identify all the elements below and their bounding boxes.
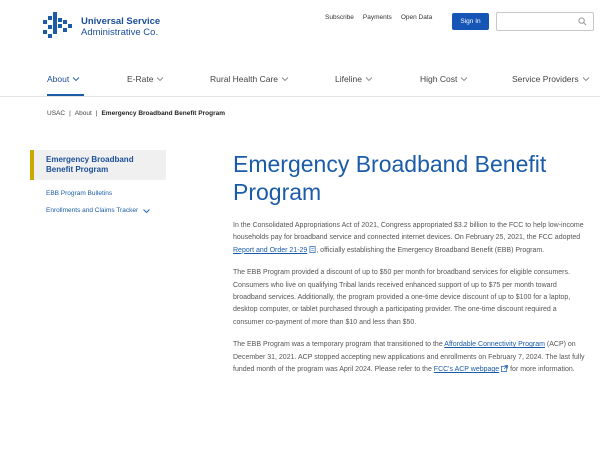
chevron-down-icon bbox=[281, 76, 289, 82]
search-icon[interactable] bbox=[578, 17, 587, 26]
p3-text-b: (ACP) on December 31, 2021. ACP stopped accepting new applications and enrollments on February 7, 2024. The last fully funded month of the program was April 2024. Please refer to the bbox=[233, 341, 585, 374]
breadcrumb bbox=[47, 110, 225, 117]
nav-lifeline-label: Lifeline bbox=[335, 74, 362, 84]
acp-link[interactable]: Affordable Connectivity Program bbox=[444, 341, 545, 349]
logo-mark-icon bbox=[43, 12, 75, 42]
nav-divider bbox=[0, 96, 600, 97]
nav-rhc-label: Rural Health Care bbox=[210, 74, 279, 84]
paragraph-discounts: The EBB Program provided a discount of up to $50 per month for broadband services for eligible consumers. Consumers who live on qualifying Tribal lands received enhanced support of up to $75 per month toward broadband services. Additionally, the program provided a one-time device discount of up to $100 for a laptop, desktop computer, or tablet purchased through a participating provider. The one-time discount required a consumer co-payment of more than $10 and less than $50. bbox=[233, 269, 571, 326]
nav-high-cost[interactable] bbox=[420, 74, 468, 84]
breadcrumb-separator: | bbox=[95, 110, 98, 117]
chevron-down-icon bbox=[72, 76, 80, 82]
open-data-link[interactable]: Open Data bbox=[400, 14, 433, 21]
breadcrumb-usac[interactable]: USAC bbox=[47, 110, 66, 117]
breadcrumb-current: Emergency Broadband Benefit Program bbox=[101, 110, 225, 117]
p1-text-b: , officially establishing the Emergency Broadband Benefit (EBB) Program. bbox=[316, 246, 545, 254]
nav-rural-health-care[interactable] bbox=[210, 74, 289, 84]
nav-lifeline[interactable] bbox=[335, 74, 373, 84]
chevron-down-icon bbox=[460, 76, 468, 82]
sidebar-bulletins-label: EBB Program Bulletins bbox=[46, 190, 113, 197]
sign-in-button[interactable]: Sign In bbox=[452, 13, 489, 30]
nav-about[interactable] bbox=[47, 74, 80, 84]
nav-service-providers[interactable] bbox=[512, 74, 590, 84]
p3-text-c: for more information. bbox=[508, 366, 575, 374]
page-title: Emergency Broadband Benefit Program bbox=[233, 151, 547, 205]
breadcrumb-separator: | bbox=[69, 110, 71, 117]
chevron-down-icon bbox=[156, 76, 164, 82]
p1-text-a: In the Consolidated Appropriations Act of 2021, Congress appropriated $3.2 billion to the FCC to help low-income households pay for broadband service and connected internet devices. On February 25, 2021, the FCC adopted bbox=[233, 222, 584, 242]
nav-erate[interactable] bbox=[127, 74, 164, 84]
logo-line2: Administrative Co. bbox=[81, 27, 159, 38]
search-input[interactable] bbox=[497, 16, 577, 33]
main-nav bbox=[0, 74, 600, 92]
breadcrumb-about[interactable]: About bbox=[74, 110, 92, 117]
sidebar bbox=[30, 150, 198, 214]
p3-text-a: The EBB Program was a temporary program that transitioned to the bbox=[233, 341, 445, 349]
chevron-down-icon bbox=[142, 208, 151, 214]
logo-line1: Universal Service bbox=[81, 16, 161, 27]
nav-sp-label: Service Providers bbox=[512, 74, 579, 84]
chevron-down-icon bbox=[365, 76, 373, 82]
main-content bbox=[233, 150, 589, 386]
sidebar-item-ebb[interactable]: Emergency Broadband Benefit Program bbox=[30, 150, 166, 180]
usac-logo[interactable] bbox=[43, 12, 160, 42]
paragraph-transition bbox=[233, 339, 589, 376]
site-header bbox=[0, 0, 600, 60]
nav-about-label: About bbox=[47, 74, 70, 84]
fcc-acp-webpage-link[interactable]: FCC's ACP webpage bbox=[433, 366, 500, 374]
nav-erate-label: E-Rate bbox=[127, 74, 154, 84]
sidebar-item-bulletins[interactable] bbox=[30, 190, 198, 197]
paragraph-intro bbox=[233, 220, 589, 257]
search-box bbox=[496, 12, 594, 31]
nav-high-cost-label: High Cost bbox=[420, 74, 458, 84]
utility-links bbox=[325, 14, 432, 21]
sidebar-tracker-label: Enrollments and Claims Tracker bbox=[46, 207, 139, 214]
chevron-down-icon bbox=[582, 76, 590, 82]
payments-link[interactable]: Payments bbox=[362, 14, 392, 21]
report-and-order-link[interactable]: Report and Order 21-29 bbox=[233, 246, 308, 254]
subscribe-link[interactable]: Subscribe bbox=[325, 14, 354, 21]
sidebar-item-tracker[interactable] bbox=[30, 207, 198, 214]
